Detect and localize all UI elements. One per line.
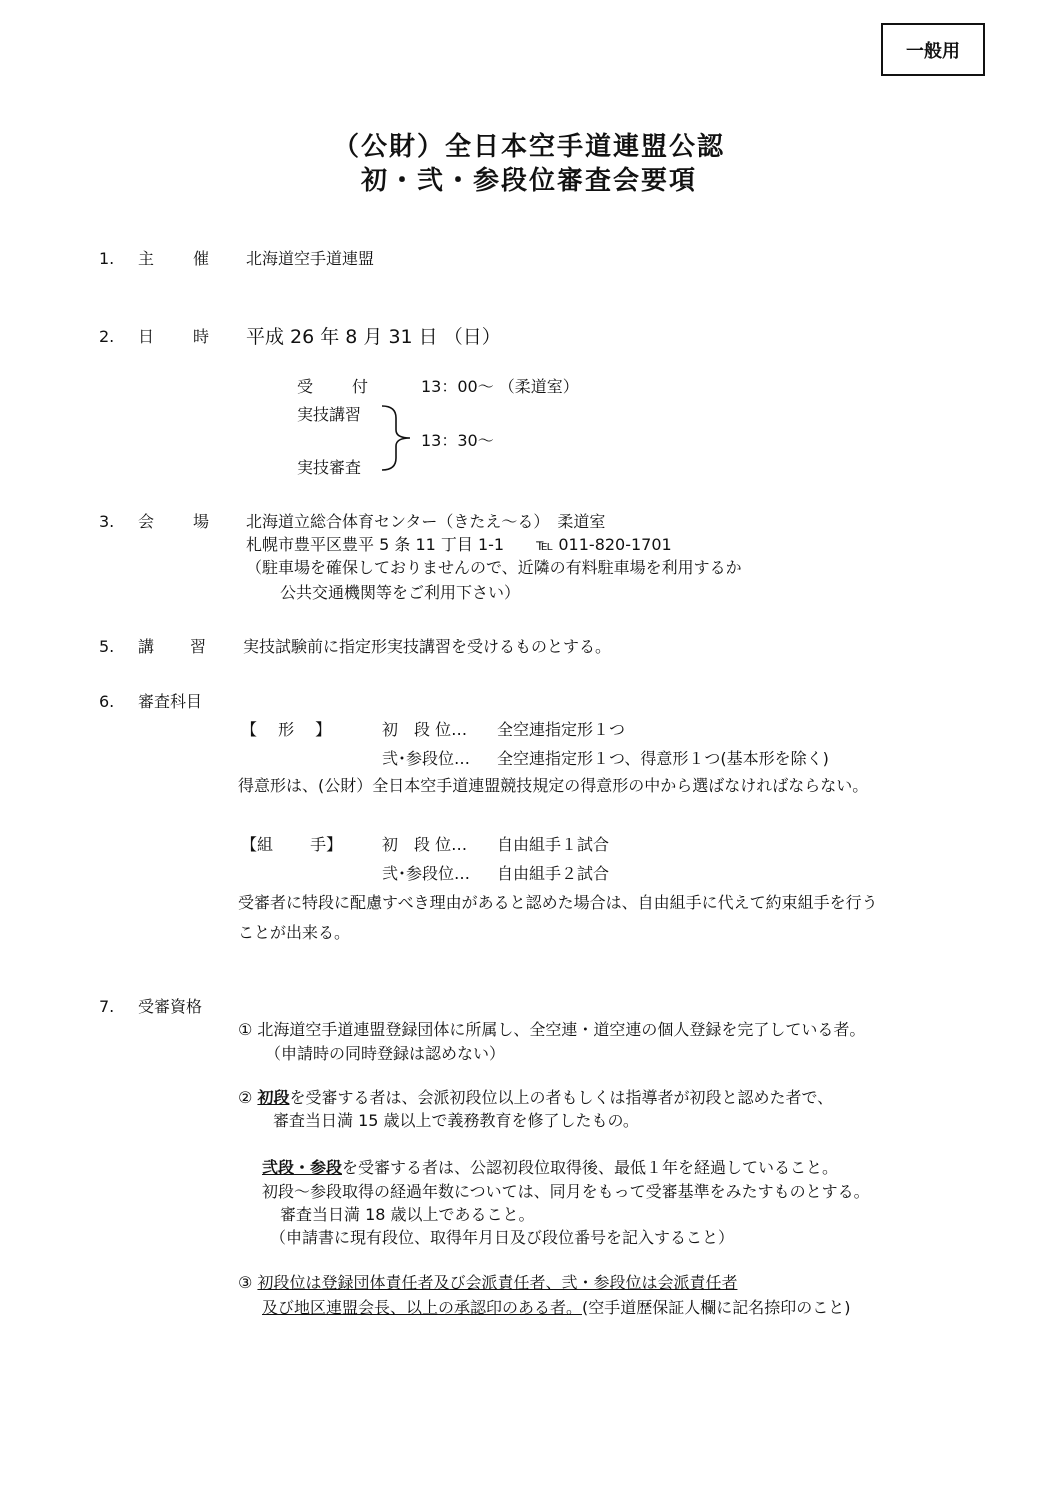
rank-label: 初 段 位…	[382, 835, 468, 854]
document-title-line2: 初・弐・参段位審査会要項	[360, 166, 697, 196]
reception-label: 付	[352, 377, 369, 396]
section-number: 3.	[99, 512, 115, 531]
eligibility-condition-2b-age: 審査当日満 18 歳以上であること。	[280, 1205, 535, 1224]
event-date: 平成 26 年 8 月 31 日 （日）	[246, 326, 501, 348]
section-number: 7.	[99, 997, 115, 1016]
section-number: 1.	[99, 249, 115, 268]
approval-requirement: 初段位は登録団体責任者及び会派責任者、弐・参段位は会派責任者	[257, 1273, 738, 1292]
eligibility-condition-3-line2	[262, 1298, 851, 1318]
kata-note: 得意形は、(公財）全日本空手道連盟競技規定の得意形の中から選ばなければならない。	[238, 776, 869, 795]
approval-note: (空手道歴保証人欄に記名捺印のこと)	[582, 1298, 851, 1317]
lecture-description: 実技試験前に指定形実技講習を受けるものとする。	[243, 637, 612, 656]
venue-name: 北海道立総合体育センター（きたえ～る） 柔道室	[246, 512, 606, 531]
kumite-label: 【組 手】	[241, 835, 343, 854]
exam-label: 実技審査	[297, 458, 362, 477]
eligibility-condition-1: ① 北海道空手道連盟登録団体に所属し、全空連・道空連の個人登録を完了している者。	[238, 1020, 866, 1039]
condition-marker: ③	[238, 1273, 253, 1292]
section-number: 6.	[99, 692, 115, 711]
rank-emphasis: 初段	[257, 1088, 290, 1107]
section-label: 習	[190, 637, 207, 656]
parking-note: 公共交通機関等をご利用下さい）	[280, 583, 521, 602]
kata-requirement: 全空連指定形１つ、得意形１つ(基本形を除く)	[497, 749, 829, 768]
lecture-label: 実技講習	[297, 405, 362, 424]
section-label: 講	[138, 637, 155, 656]
section-label: 受審資格	[138, 997, 203, 1016]
section-number: 5.	[99, 637, 115, 656]
organizer-name: 北海道空手道連盟	[246, 249, 375, 268]
condition-text: を受審する者は、会派初段位以上の者もしくは指導者が初段と認めた者で、	[289, 1088, 834, 1107]
eligibility-condition-2b-note: 初段～参段取得の経過年数については、同月をもって受審基準をみたすものとする。	[262, 1182, 870, 1201]
kumite-note: 受審者に特段に配慮すべき理由があると認めた場合は、自由組手に代えて約束組手を行う	[238, 893, 878, 912]
rank-label: 弐･参段位…	[382, 749, 471, 768]
section-label: 審査科目	[138, 692, 203, 711]
venue-address: 札幌市豊平区豊平 5 条 11 丁目 1-1 ℡ 011-820-1701	[246, 535, 672, 554]
parking-note: （駐車場を確保しておりませんので、近隣の有料駐車場を利用するか	[246, 558, 742, 577]
section-label: 場	[193, 512, 210, 531]
eligibility-condition-1-note: （申請時の同時登録は認めない）	[265, 1044, 506, 1063]
curly-brace-icon	[380, 404, 416, 472]
eligibility-condition-2b-application: （申請書に現有段位、取得年月日及び段位番号を記入すること）	[270, 1228, 735, 1247]
reception-label: 受	[297, 377, 314, 396]
usage-badge: 一般用	[881, 23, 985, 76]
condition-text: を受審する者は、公認初段位取得後、最低１年を経過していること。	[342, 1158, 839, 1177]
reception-time: 13：00～ （柔道室）	[421, 377, 579, 396]
document-title-line1: （公財）全日本空手道連盟公認	[332, 132, 725, 162]
section-label: 時	[193, 327, 210, 346]
rank-emphasis: 弐段・参段	[262, 1158, 343, 1177]
eligibility-condition-2	[238, 1088, 833, 1108]
rank-label: 弐･参段位…	[382, 864, 471, 883]
eligibility-condition-2b	[262, 1158, 838, 1178]
kumite-requirement: 自由組手１試合	[497, 835, 610, 854]
section-label: 催	[193, 249, 210, 268]
eligibility-condition-3	[238, 1273, 737, 1293]
section-label: 主	[138, 249, 155, 268]
condition-marker: ②	[238, 1088, 253, 1107]
rank-label: 初 段 位…	[382, 720, 468, 739]
kata-requirement: 全空連指定形１つ	[497, 720, 626, 739]
lecture-exam-time: 13：30～	[421, 431, 494, 450]
kumite-requirement: 自由組手２試合	[497, 864, 610, 883]
section-label: 日	[138, 327, 155, 346]
kata-label: 【 形 】	[241, 720, 332, 739]
kumite-note: ことが出来る。	[238, 923, 351, 942]
section-label: 会	[138, 512, 155, 531]
approval-requirement: 及び地区連盟会長、以上の承認印のある者。	[262, 1298, 583, 1317]
section-number: 2.	[99, 327, 115, 346]
eligibility-condition-2-age: 審査当日満 15 歳以上で義務教育を修了したもの。	[273, 1111, 639, 1130]
